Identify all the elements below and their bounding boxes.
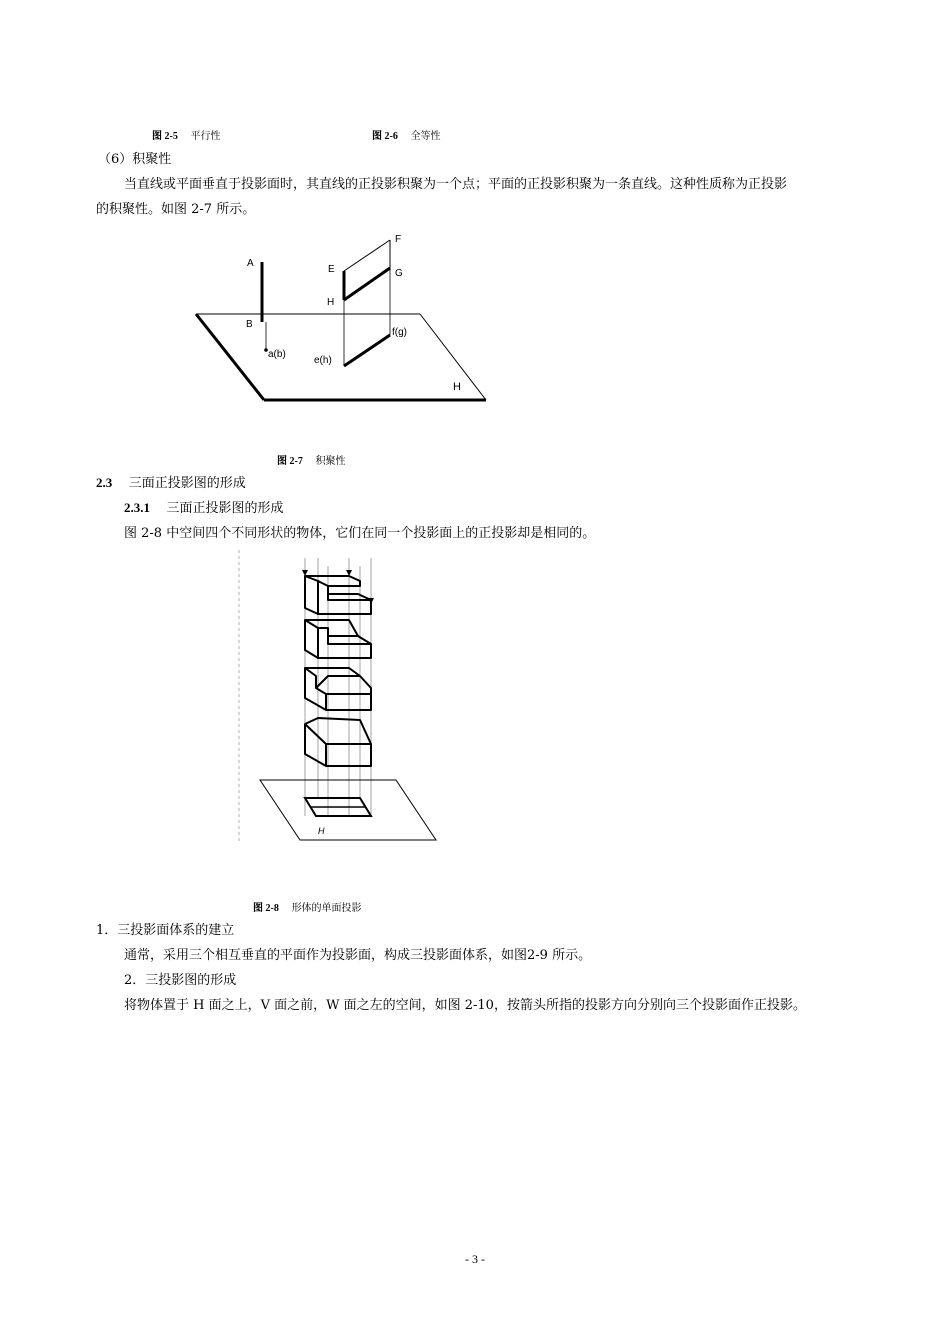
- figure-number: 图 2-5: [152, 131, 178, 142]
- figure-2-6-caption: [372, 127, 441, 142]
- section-2-3-paragraph: 图 2-8 中空间四个不同形状的物体，它们在同一个投影面上的正投影却是相同的。: [124, 526, 596, 541]
- figure-2-7-diagram: [190, 228, 500, 408]
- object-2: [305, 620, 371, 658]
- section-title: 三面正投影图的形成: [128, 476, 246, 491]
- object-4: [305, 718, 371, 766]
- figure-title: 积聚性: [315, 456, 346, 467]
- plane-h: [260, 780, 436, 840]
- label-g: G: [395, 268, 403, 279]
- figure-number: 图 2-8: [253, 903, 279, 914]
- object-3: [305, 668, 371, 710]
- figure-number: 图 2-6: [372, 131, 398, 142]
- item-2-heading: 2．三投影图的形成: [124, 973, 237, 988]
- page-number: - 3 -: [465, 1252, 485, 1266]
- figure-number: 图 2-7: [277, 456, 303, 467]
- figure-2-8-caption: [253, 899, 362, 914]
- label-h-plane: H: [453, 381, 461, 393]
- section-number: 2.3.1: [124, 500, 150, 515]
- label-e: E: [328, 264, 335, 275]
- label-h-point: H: [327, 297, 335, 308]
- label-h-plane: H: [318, 826, 325, 836]
- label-b: B: [246, 319, 253, 330]
- section-6-line2: 的积聚性。如图 2-7 所示。: [96, 202, 256, 217]
- figure-title: 全等性: [410, 131, 441, 142]
- figure-title: 平行性: [190, 131, 221, 142]
- plane-h: [196, 314, 486, 400]
- item-2-paragraph: 将物体置于 H 面之上，V 面之前，W 面之左的空间，如图 2-10，按箭头所指的投影方向分别向三个投影面作正投影。: [124, 998, 806, 1013]
- item-1-heading: 1．三投影面体系的建立: [96, 923, 235, 938]
- section-2-3-1-heading: [124, 497, 284, 516]
- section-2-3-heading: [96, 472, 246, 491]
- object-1: [305, 576, 371, 614]
- label-fg: f(g): [392, 327, 407, 338]
- projection-line-efgh: [344, 335, 390, 366]
- label-eh: e(h): [314, 355, 332, 366]
- projection-rays: [305, 558, 371, 816]
- figure-2-5-caption: [152, 127, 221, 142]
- label-a: A: [247, 258, 254, 269]
- section-6-line1: 当直线或平面垂直于投影面时，其直线的正投影积聚为一个点；平面的正投影积聚为一条直线。这种性质称为正投影: [124, 177, 788, 192]
- plane-efgh: [344, 240, 390, 300]
- figure-2-7-caption: [277, 452, 346, 467]
- figure-2-8-diagram: [236, 548, 456, 848]
- item-1-paragraph: 通常，采用三个相互垂直的平面作为投影面，构成三投影面体系，如图2-9 所示。: [124, 948, 592, 963]
- figure-title: 形体的单面投影: [291, 903, 362, 914]
- section-title: 三面正投影图的形成: [166, 501, 284, 516]
- section-number: 2.3: [96, 475, 113, 490]
- section-6-heading: （6）积聚性: [98, 152, 172, 167]
- label-ab: a(b): [268, 349, 286, 360]
- label-f: F: [395, 234, 402, 245]
